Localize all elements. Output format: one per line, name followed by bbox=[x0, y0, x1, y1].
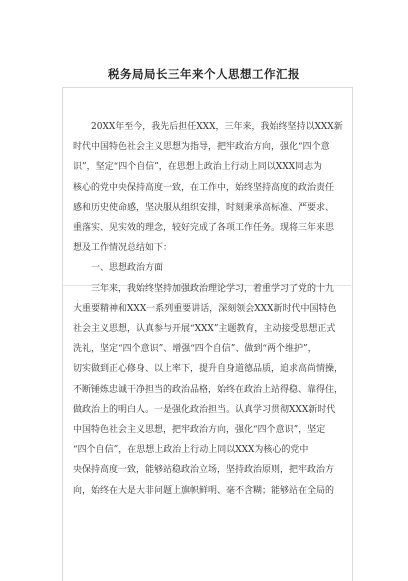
body-line: 想及工作情况总结如下： bbox=[73, 243, 173, 254]
body-line: 做政治上的明白人。一是强化政治担当。认真学习贯彻XXX新时代 bbox=[73, 404, 336, 415]
document-title: 税务局局长三年来个人思想工作汇报 bbox=[108, 67, 300, 81]
body-line: 三年来，我始终坚持加强政治理论学习，着重学习了党的十九 bbox=[91, 283, 335, 294]
body-line: 切实做到正心修身、以上率下，提升自身道德品质，追求高尚情操， bbox=[73, 364, 343, 375]
body-line: 一、思想政治方面 bbox=[91, 263, 164, 274]
body-line: 向，始终在大是大非问题上旗帜鲜明、毫不含糊；能够站在全局的 bbox=[73, 485, 335, 496]
body-line: 核心的党中央保持高度一致，在工作中，始终坚持高度的政治责任 bbox=[73, 182, 335, 193]
body-line: 央保持高度一致，能够站稳政治立场，坚持政治原则，把牢政治方 bbox=[73, 465, 335, 476]
body-line: 重落实、见实效的理念，较好完成了各项工作任务。现将三年来思 bbox=[73, 223, 335, 234]
body-line: 感和历史使命感，坚决服从组织安排，时刻秉承高标准、严要求、 bbox=[73, 202, 335, 213]
body-line: “四个自信”，在思想上政治上行动上同以XXX为核心的党中 bbox=[73, 445, 309, 456]
document-body bbox=[73, 117, 343, 501]
body-line: 洗礼，坚定“四个意识”、增强“四个自信”、做到“两个维护”， bbox=[73, 344, 317, 355]
body-line: 时代中国特色社会主义思想为指导，把牢政治方向，强化“四个意 bbox=[73, 142, 330, 153]
body-line: 不断锤炼忠诚干净担当的政治品格，始终在政治上站得稳、靠得住， bbox=[73, 384, 343, 395]
body-line: 20XX年至今，我先后担任XXX，三年来，我始终坚持以XXX新 bbox=[91, 122, 343, 132]
body-line: 社会主义思想，认真参与开展“XXX”主题教育，主动接受思想正式 bbox=[73, 324, 336, 335]
body-line: 中国特色社会主义思想，把牢政治方向，强化“四个意识”，坚定 bbox=[73, 425, 326, 436]
body-line: 识”，坚定“四个自信”，在思想上政治上行动上同以XXX同志为 bbox=[73, 162, 323, 173]
body-line: 大重要精神和XXX一系列重要讲话，深刻领会XXX新时代中国特色 bbox=[73, 303, 337, 314]
